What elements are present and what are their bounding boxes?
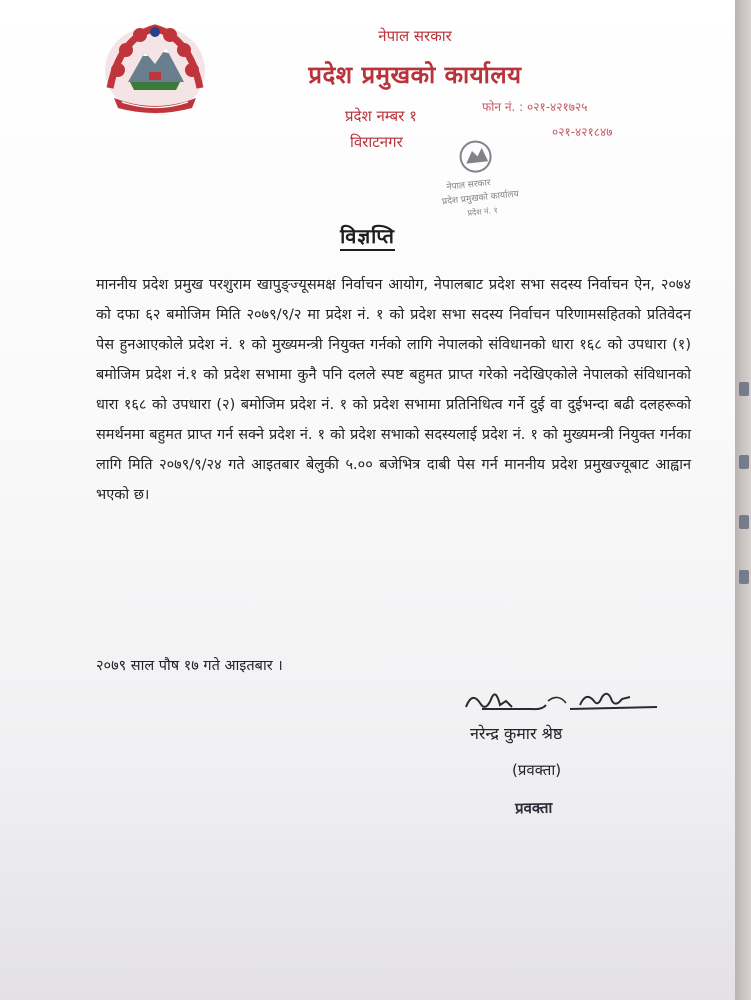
- seal-line-2: प्रदेश प्रमुखको कार्यालय: [441, 189, 520, 208]
- phone-number-2: ०२१-४२१८४७: [552, 125, 613, 139]
- signatory-role: (प्रवक्ता): [512, 761, 562, 779]
- nepal-emblem-icon: [100, 18, 210, 118]
- province-label: प्रदेश नम्बर १: [345, 107, 417, 125]
- office-seal-stamp: [438, 133, 546, 225]
- page-edge: [735, 0, 751, 1000]
- handwritten-signature: [462, 683, 657, 723]
- notice-date: २०७९ साल पौष १७ गते आइतबार ।: [96, 658, 283, 674]
- edge-tab-mark: [739, 382, 749, 396]
- phone-number-1: फोन नं. : ०२१-४२१७२५: [482, 100, 588, 114]
- government-label: नेपाल सरकार: [378, 27, 452, 45]
- office-title: प्रदेश प्रमुखको कार्यालय: [308, 61, 522, 89]
- seal-line-1: नेपाल सरकार: [446, 178, 492, 193]
- edge-tab-mark: [739, 515, 749, 529]
- notice-title: विज्ञप्ति: [0, 222, 735, 249]
- spokesperson-stamp: प्रवक्ता: [514, 798, 553, 818]
- seal-line-3: प्रदेश नं. १: [466, 205, 499, 218]
- signatory-name: नरेन्द्र कुमार श्रेष्ठ: [470, 724, 563, 743]
- edge-tab-mark: [739, 570, 749, 584]
- city-label: विराटनगर: [350, 133, 403, 151]
- notice-body: माननीय प्रदेश प्रमुख परशुराम खापुङ्ज्यूसमक्ष निर्वाचन आयोग, नेपालबाट प्रदेश सभा सदस्य निर्वाचन ऐन, २०७४ को दफा ६२ बमोजिम मिति २०७९/९/२ मा प्रदेश नं. १ को प्रदेश सभा सदस्य निर्वाचन परिणामसहितको प्रतिवेदन पेस हुनआएकोले प्रदेश नं. १ को मुख्यमन्त्री नियुक्त गर्नको लागि नेपालको संविधानको धारा १६८ को उपधारा (१) बमोजिम प्रदेश नं.१ को प्रदेश सभामा कुनै पनि दलले स्पष्ट बहुमत प्राप्त गरेको नदेखिएकोले नेपालको संविधानको धारा १६८ को उपधारा (२) बमोजिम प्रदेश नं. १ को प्रदेश सभामा प्रतिनिधित्व गर्ने दुई वा दुईभन्दा बढी दलहरूको समर्थनमा बहुमत प्राप्त गर्न सक्ने प्रदेश नं. १ को प्रदेश सभाको सदस्यलाई प्रदेश नं. १ को मुख्यमन्त्री नियुक्त गर्नका लागि मिति २०७९/९/२४ गते आइतबार बेलुकी ५.०० बजेभित्र दाबी पेस गर्न माननीय प्रदेश प्रमुखज्यूबाट आह्वान भएको छ।: [96, 277, 691, 503]
- edge-tab-mark: [739, 455, 749, 469]
